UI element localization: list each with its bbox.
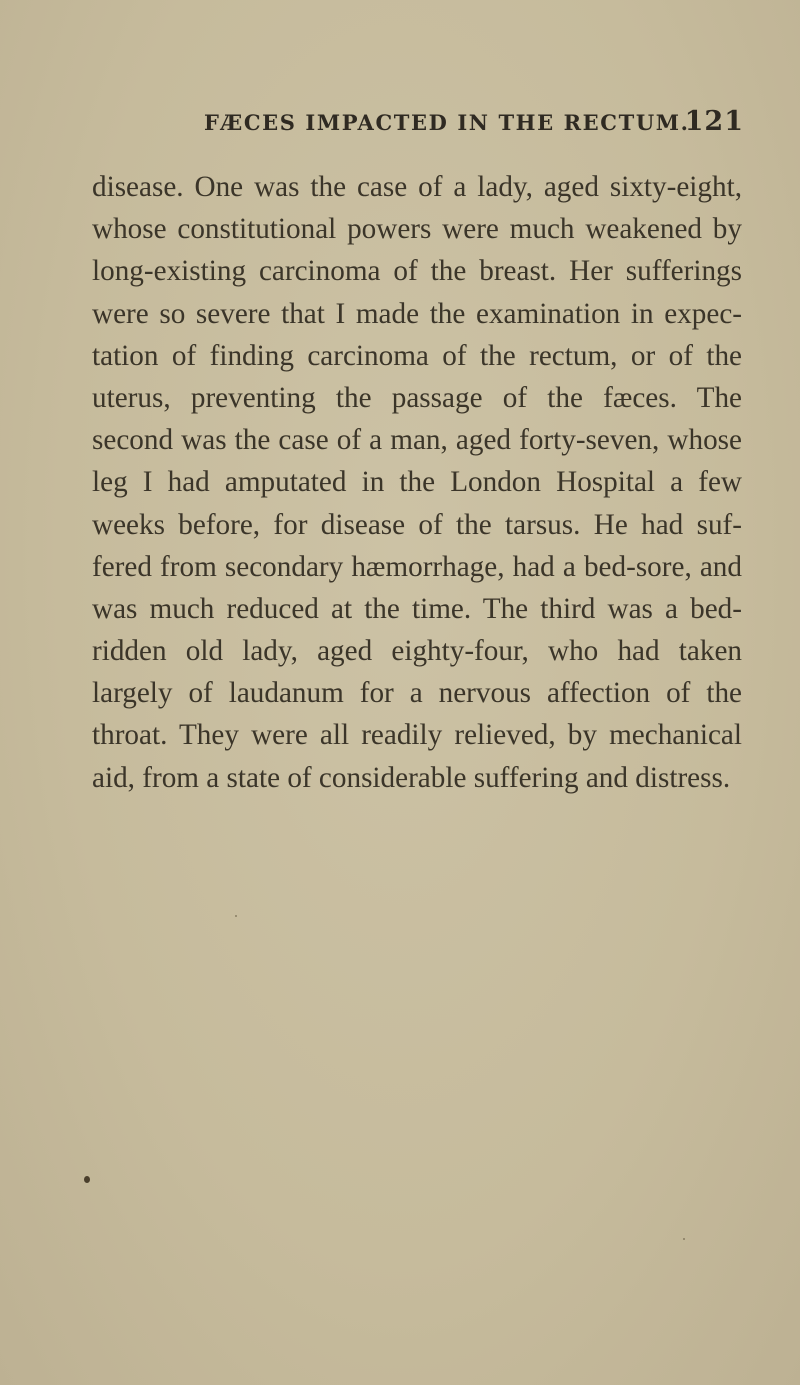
text-line: aid, from a state of considerable suffering and distress. [92, 761, 731, 794]
text-line: largely of laudanum for a nervous affection of the [92, 677, 742, 710]
body-paragraph [92, 166, 742, 799]
text-line: uterus, preventing the passage of the fæces. The [92, 381, 742, 414]
text-line: leg I had amputated in the London Hospital a few [92, 466, 742, 499]
text-line: ridden old lady, aged eighty-four, who had taken [92, 635, 742, 668]
paper-speck [683, 1238, 685, 1240]
text-line: whose constitutional powers were much weakened by [92, 213, 742, 246]
page-header [204, 102, 744, 142]
text-line: tation of finding carcinoma of the rectum, or of the [92, 339, 742, 372]
running-title: FÆCES IMPACTED IN THE RECTUM. [204, 110, 690, 135]
text-line: weeks before, for disease of the tarsus. He had suf- [92, 508, 742, 541]
page-number: 121 [684, 106, 744, 137]
paper-speck [84, 1176, 90, 1183]
text-line: disease. One was the case of a lady, aged sixty-eight, [92, 171, 742, 203]
text-line: long-existing carcinoma of the breast. Her sufferings [92, 255, 742, 288]
text-line: were so severe that I made the examination in expec- [92, 297, 742, 330]
text-line: fered from secondary hæmorrhage, had a bed-sore, and [92, 550, 742, 583]
text-line: second was the case of a man, aged forty-seven, whose [92, 424, 742, 457]
text-line: was much reduced at the time. The third was a bed- [92, 592, 742, 625]
text-line: throat. They were all readily relieved, by mechanical [92, 719, 742, 752]
paper-speck [235, 915, 237, 917]
